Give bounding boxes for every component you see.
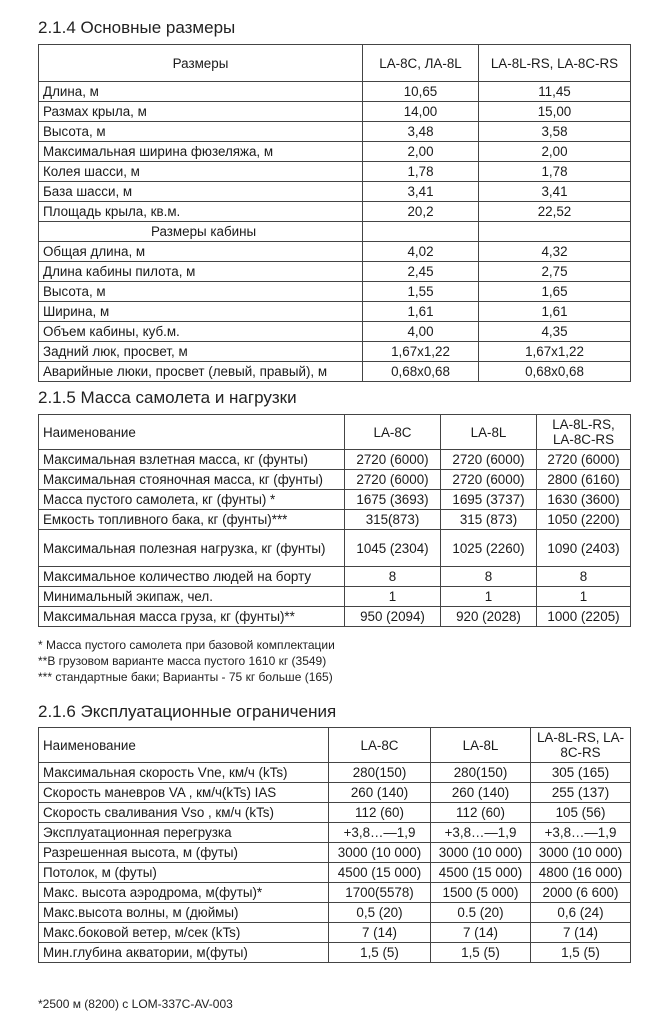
row-label: Максимальная ширина фюзеляжа, м (39, 142, 363, 162)
value-cell: 1050 (2200) (537, 510, 631, 530)
value-cell: 4,00 (363, 322, 479, 342)
row-label: Объем кабины, куб.м. (39, 322, 363, 342)
table-row (39, 470, 631, 490)
value-cell: 3,48 (363, 122, 479, 142)
value-cell: 0,68x0,68 (363, 362, 479, 382)
value-cell: 2,00 (479, 142, 631, 162)
value-cell: +3,8…—1,9 (531, 823, 631, 843)
row-label: Макс. высота аэродрома, м(футы)* (39, 883, 329, 903)
column-header: LA-8L (431, 728, 531, 763)
row-label: Эксплуатационная перегрузка (39, 823, 329, 843)
row-label: Длина кабины пилота, м (39, 262, 363, 282)
row-label: Максимальная взлетная масса, кг (фунты) (39, 450, 345, 470)
value-cell: 8 (345, 567, 441, 587)
column-header: LA-8L-RS, LA-8C-RS (479, 45, 631, 82)
table-row (39, 587, 631, 607)
value-cell: 260 (140) (329, 783, 431, 803)
column-header: LA-8C (329, 728, 431, 763)
table-row (39, 843, 631, 863)
row-label: Максимальная полезная нагрузка, кг (фунты) (39, 530, 345, 567)
value-cell: 4800 (16 000) (531, 863, 631, 883)
row-label: Длина, м (39, 82, 363, 102)
value-cell: 280(150) (431, 763, 531, 783)
value-cell: 315(873) (345, 510, 441, 530)
value-cell: 7 (14) (431, 923, 531, 943)
value-cell: 7 (14) (531, 923, 631, 943)
table-row (39, 923, 631, 943)
row-label: Разрешенная высота, м (футы) (39, 843, 329, 863)
mass-table (38, 414, 631, 627)
footnote: *2500 м (8200) с LOM-337C-AV-003 (38, 997, 233, 1011)
table-row (39, 943, 631, 963)
subsection-label: Размеры кабины (39, 222, 363, 242)
footnote: *** стандартные баки; Варианты - 75 кг больше (165) (38, 670, 333, 684)
value-cell: 2720 (6000) (441, 450, 537, 470)
value-cell (479, 222, 631, 242)
value-cell: 7 (14) (329, 923, 431, 943)
row-label: Минимальный экипаж, чел. (39, 587, 345, 607)
value-cell: 1,61 (363, 302, 479, 322)
value-cell: 1,55 (363, 282, 479, 302)
value-cell: 15,00 (479, 102, 631, 122)
footnote: * Масса пустого самолета при базовой комплектации (38, 638, 335, 652)
value-cell: 14,00 (363, 102, 479, 122)
value-cell: 22,52 (479, 202, 631, 222)
value-cell: 1500 (5 000) (431, 883, 531, 903)
table-row (39, 342, 631, 362)
column-header: LA-8C (345, 415, 441, 450)
column-header: Размеры (39, 45, 363, 82)
column-header: LA-8L-RS, LA-8C-RS (531, 728, 631, 763)
table-row (39, 530, 631, 567)
row-label: Ширина, м (39, 302, 363, 322)
value-cell: 105 (56) (531, 803, 631, 823)
table-row (39, 863, 631, 883)
table-row (39, 242, 631, 262)
row-label: Масса пустого самолета, кг (фунты) * (39, 490, 345, 510)
value-cell: 112 (60) (431, 803, 531, 823)
value-cell: 4,32 (479, 242, 631, 262)
section-title-dimensions: 2.1.4 Основные размеры (38, 18, 236, 37)
column-header: LA-8L-RS, LA-8C-RS (537, 415, 631, 450)
value-cell: +3,8…—1,9 (329, 823, 431, 843)
table-row (39, 82, 631, 102)
row-label: Аварийные люки, просвет (левый, правый), м (39, 362, 363, 382)
value-cell: 1025 (2260) (441, 530, 537, 567)
value-cell: 2,75 (479, 262, 631, 282)
table-row (39, 567, 631, 587)
column-header: Наименование (39, 728, 329, 763)
table-row (39, 262, 631, 282)
value-cell: 4500 (15 000) (431, 863, 531, 883)
value-cell: 3,41 (479, 182, 631, 202)
value-cell: 2,00 (363, 142, 479, 162)
value-cell: 1 (537, 587, 631, 607)
row-label: Максимальная масса груза, кг (фунты)** (39, 607, 345, 627)
value-cell: 3000 (10 000) (329, 843, 431, 863)
value-cell: 1,67x1,22 (363, 342, 479, 362)
row-label: Потолок, м (футы) (39, 863, 329, 883)
value-cell: 260 (140) (431, 783, 531, 803)
value-cell: 2720 (6000) (441, 470, 537, 490)
row-label: Колея шасси, м (39, 162, 363, 182)
value-cell: 1045 (2304) (345, 530, 441, 567)
row-label: Мин.глубина акватории, м(футы) (39, 943, 329, 963)
value-cell: 8 (537, 567, 631, 587)
row-label: Максимальное количество людей на борту (39, 567, 345, 587)
table-row (39, 450, 631, 470)
value-cell: 1 (345, 587, 441, 607)
value-cell: 1 (441, 587, 537, 607)
value-cell: 2720 (6000) (537, 450, 631, 470)
value-cell: 3000 (10 000) (431, 843, 531, 863)
value-cell: 4,02 (363, 242, 479, 262)
value-cell: 3,58 (479, 122, 631, 142)
value-cell: 2,45 (363, 262, 479, 282)
value-cell: 1,5 (5) (431, 943, 531, 963)
value-cell: +3,8…—1,9 (431, 823, 531, 843)
row-label: Макс.высота волны, м (дюймы) (39, 903, 329, 923)
row-label: Задний люк, просвет, м (39, 342, 363, 362)
row-label: Размах крыла, м (39, 102, 363, 122)
value-cell: 11,45 (479, 82, 631, 102)
table-row (39, 122, 631, 142)
table-row (39, 823, 631, 843)
value-cell: 305 (165) (531, 763, 631, 783)
table-row (39, 322, 631, 342)
value-cell: 112 (60) (329, 803, 431, 823)
table-row (39, 903, 631, 923)
column-header: LA-8L (441, 415, 537, 450)
table-row (39, 182, 631, 202)
value-cell: 1,67x1,22 (479, 342, 631, 362)
value-cell: 1,61 (479, 302, 631, 322)
value-cell: 4,35 (479, 322, 631, 342)
table-row (39, 142, 631, 162)
section-title-limits: 2.1.6 Эксплуатационные ограничения (38, 702, 337, 721)
value-cell: 8 (441, 567, 537, 587)
value-cell: 1,78 (363, 162, 479, 182)
row-label: Максимальная стояночная масса, кг (фунты) (39, 470, 345, 490)
row-label: Высота, м (39, 122, 363, 142)
table-row (39, 490, 631, 510)
value-cell: 1,65 (479, 282, 631, 302)
value-cell: 0,6 (24) (531, 903, 631, 923)
row-label: Скорость сваливания Vso , км/ч (kTs) (39, 803, 329, 823)
value-cell (363, 222, 479, 242)
table-row (39, 510, 631, 530)
value-cell: 4500 (15 000) (329, 863, 431, 883)
value-cell: 2720 (6000) (345, 470, 441, 490)
table-row (39, 102, 631, 122)
row-label: Высота, м (39, 282, 363, 302)
value-cell: 280(150) (329, 763, 431, 783)
value-cell: 10,65 (363, 82, 479, 102)
row-label: База шасси, м (39, 182, 363, 202)
table-row (39, 883, 631, 903)
column-header: LA-8C, ЛА-8L (363, 45, 479, 82)
row-label: Площадь крыла, кв.м. (39, 202, 363, 222)
table-row (39, 202, 631, 222)
footnote: **В грузовом варианте масса пустого 1610 кг (3549) (38, 654, 327, 668)
value-cell: 1700(5578) (329, 883, 431, 903)
row-label: Общая длина, м (39, 242, 363, 262)
table-row (39, 607, 631, 627)
table-row (39, 783, 631, 803)
table-row (39, 282, 631, 302)
limits-table (38, 727, 631, 963)
value-cell: 1675 (3693) (345, 490, 441, 510)
value-cell: 950 (2094) (345, 607, 441, 627)
value-cell: 1695 (3737) (441, 490, 537, 510)
table-row (39, 362, 631, 382)
value-cell: 1,5 (5) (531, 943, 631, 963)
value-cell: 920 (2028) (441, 607, 537, 627)
value-cell: 1000 (2205) (537, 607, 631, 627)
value-cell: 2000 (6 600) (531, 883, 631, 903)
value-cell: 2720 (6000) (345, 450, 441, 470)
table-row (39, 763, 631, 783)
value-cell: 2800 (6160) (537, 470, 631, 490)
row-label: Скорость маневров VA , км/ч(kTs) IAS (39, 783, 329, 803)
table-row (39, 803, 631, 823)
value-cell: 1,78 (479, 162, 631, 182)
value-cell: 0,5 (20) (329, 903, 431, 923)
table-header-row (39, 45, 631, 82)
table-row (39, 302, 631, 322)
row-label: Макс.боковой ветер, м/сек (kTs) (39, 923, 329, 943)
value-cell: 3,41 (363, 182, 479, 202)
value-cell: 1,5 (5) (329, 943, 431, 963)
row-label: Емкость топливного бака, кг (фунты)*** (39, 510, 345, 530)
value-cell: 1630 (3600) (537, 490, 631, 510)
value-cell: 315 (873) (441, 510, 537, 530)
value-cell: 1090 (2403) (537, 530, 631, 567)
value-cell: 20,2 (363, 202, 479, 222)
table-header-row (39, 415, 631, 450)
section-title-mass: 2.1.5 Масса самолета и нагрузки (38, 388, 297, 407)
table-row (39, 162, 631, 182)
value-cell: 0.5 (20) (431, 903, 531, 923)
value-cell: 0,68x0,68 (479, 362, 631, 382)
row-label: Максимальная скорость Vne, км/ч (kTs) (39, 763, 329, 783)
column-header: Наименование (39, 415, 345, 450)
value-cell: 255 (137) (531, 783, 631, 803)
value-cell: 3000 (10 000) (531, 843, 631, 863)
table-row (39, 222, 631, 242)
table-header-row (39, 728, 631, 763)
dimensions-table (38, 44, 631, 382)
